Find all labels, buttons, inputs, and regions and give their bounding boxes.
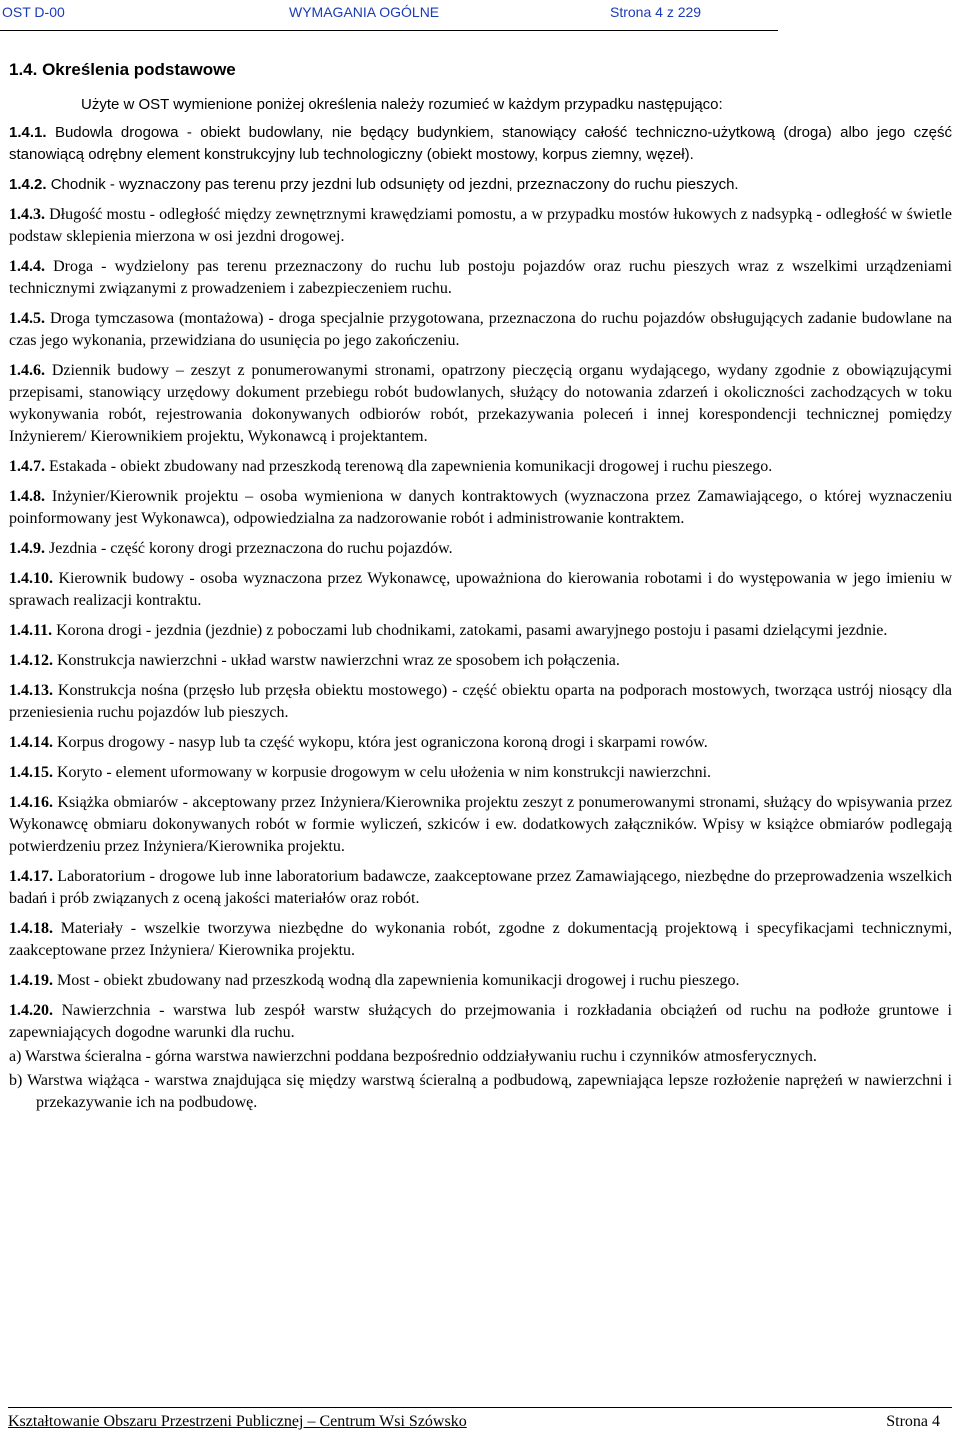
header-page-number: Strona 4 z 229 [610,4,702,20]
definition-item: 1.4.16. Książka obmiarów - akceptowany przez Inżyniera/Kierownika projektu zeszyt z ponumerowanymi stronami, służący do wpisywania przez Wykonawcę obmiaru dokonywanych robót w formie wyliczeń, szkiców i ew. dodatkowych załączników. Wpisy w książce obmiarów podlegają potwierdzeniu przez Inżyniera/Kierownika projektu. [9,794,952,855]
definition-item: 1.4.6. Dziennik budowy – zeszyt z ponumerowanymi stronami, opatrzony pieczęcią organu wydającego, wydany zgodnie z obowiązującymi przepisami, stanowiący urzędowy dokument przebiegu robót budowlanych, służący do notowania zdarzeń i okoliczności zachodzących w toku wykonywania robót, rejestrowania dokonywanych odbiorów robót, przekazywania poleceń i innej korespondencji technicznej pomiędzy Inżynierem/ Kierownikiem projektu, Wykonawcą i projektantem. [9,362,952,445]
definition-item: 1.4.4. Droga - wydzielony pas terenu przeznaczony do ruchu lub postoju pojazdów oraz ruchu pieszych wraz z wszelkimi urządzeniami technicznymi związanymi z prowadzeniem i zabezpieczeniem ruchu. [9,258,952,297]
definition-item: 1.4.8. Inżynier/Kierownik projektu – osoba wymieniona w danych kontraktowych (wyznaczona przez Zamawiającego, o której wyznaczeniu poinformowany jest Wykonawca), odpowiedzialna za nadzorowanie robót i administrowanie kontraktem. [9,488,952,527]
subitem-b: b) Warstwa wiążąca - warstwa znajdująca się między warstwą ścieralną a podbudową, zapewniająca lepsze rozłożenie naprężeń w nawierzchni i przekazywanie ich na podbudowę. [9,1072,952,1111]
section-heading: 1.4. Określenia podstawowe [9,60,236,79]
document-body [9,60,952,1114]
definition-item: 1.4.15. Koryto - element uformowany w korpusie drogowym w celu ułożenia w nim konstrukcji nawierzchni. [9,764,712,781]
definition-item: 1.4.13. Konstrukcja nośna (przęsło lub przęsła obiektu mostowego) - część obiektu oparta na podporach mostowych, tworząca ustrój niosący dla przeniesienia ruchu pojazdów lub pieszych. [9,682,952,721]
definition-item: 1.4.7. Estakada - obiekt zbudowany nad przeszkodą terenową dla zapewnienia komunikacji drogowej i ruchu pieszego. [9,458,773,475]
section-intro: Użyte w OST wymienione poniżej określenia należy rozumieć w każdym przypadku następująco: [81,96,723,113]
definition-item: 1.4.12. Konstrukcja nawierzchni - układ warstw nawierzchni wraz ze sposobem ich połączenia. [9,652,620,669]
header-section: WYMAGANIA OGÓLNE [289,4,440,20]
definition-item: 1.4.9. Jezdnia - część korony drogi przeznaczona do ruchu pojazdów. [9,540,453,557]
definition-item: 1.4.1. Budowla drogowa - obiekt budowlany, nie będący budynkiem, stanowiący całość techniczno-użytkową (droga) albo jego część stanowiącą odrębny element konstrukcyjny lub technologiczny (obiekt mostowy, korpus ziemny, węzeł). [9,124,952,163]
definition-item: 1.4.5. Droga tymczasowa (montażowa) - droga specjalnie przygotowana, przeznaczona do ruchu pojazdów obsługujących zadanie budowlane na czas jego wykonania, przewidziana do usunięcia po jego zakończeniu. [9,310,952,349]
definition-item: 1.4.11. Korona drogi - jezdnia (jezdnie) z poboczami lub chodnikami, zatokami, pasami awaryjnego postoju i pasami dzielącymi jezdnie. [9,622,888,639]
definition-item: 1.4.3. Długość mostu - odległość między zewnętrznymi krawędziami pomostu, a w przypadku mostów łukowych z nadsypką - odległość w świetle podstaw sklepienia mierzona w osi jezdni drogowej. [9,206,952,245]
definition-item: 1.4.14. Korpus drogowy - nasyp lub ta część wykopu, która jest ograniczona koroną drogi i skarpami rowów. [9,734,708,751]
footer-project-title: Kształtowanie Obszaru Przestrzeni Publicznej – Centrum Wsi Szówsko [8,1413,467,1430]
definition-item: 1.4.19. Most - obiekt zbudowany nad przeszkodą wodną dla zapewnienia komunikacji drogowej i ruchu pieszego. [9,972,740,989]
definition-item: 1.4.17. Laboratorium - drogowe lub inne laboratorium badawcze, zaakceptowane przez Zamawiającego, niezbędne do przeprowadzenia wszelkich badań i prób związanych z oceną jakości materiałów oraz robót. [9,868,952,907]
page-header [0,0,778,31]
definition-item: 1.4.18. Materiały - wszelkie tworzywa niezbędne do wykonania robót, zgodne z dokumentacją projektową i specyfikacjami technicznymi, zaakceptowane przez Inżyniera/ Kierownika projektu. [9,920,952,959]
footer-page-number: Strona 4 [886,1413,940,1430]
definition-item: 1.4.2. Chodnik - wyznaczony pas terenu przy jezdni lub odsunięty od jezdni, przeznaczony do ruchu pieszych. [9,176,739,193]
page-footer [8,1407,952,1431]
header-doc-code: OST D-00 [2,4,65,20]
subitem-a: a) Warstwa ścieralna - górna warstwa nawierzchni poddana bezpośrednio oddziaływaniu ruchu i czynników atmosferycznych. [9,1048,817,1065]
definition-item: 1.4.10. Kierownik budowy - osoba wyznaczona przez Wykonawcę, upoważniona do kierowania robotami i do występowania w jego imieniu w sprawach realizacji kontraktu. [9,570,952,609]
definition-item: 1.4.20. Nawierzchnia - warstwa lub zespół warstw służących do przejmowania i rozkładania obciążeń od ruchu na podłoże gruntowe i zapewniających dogodne warunki dla ruchu. [9,1002,952,1041]
